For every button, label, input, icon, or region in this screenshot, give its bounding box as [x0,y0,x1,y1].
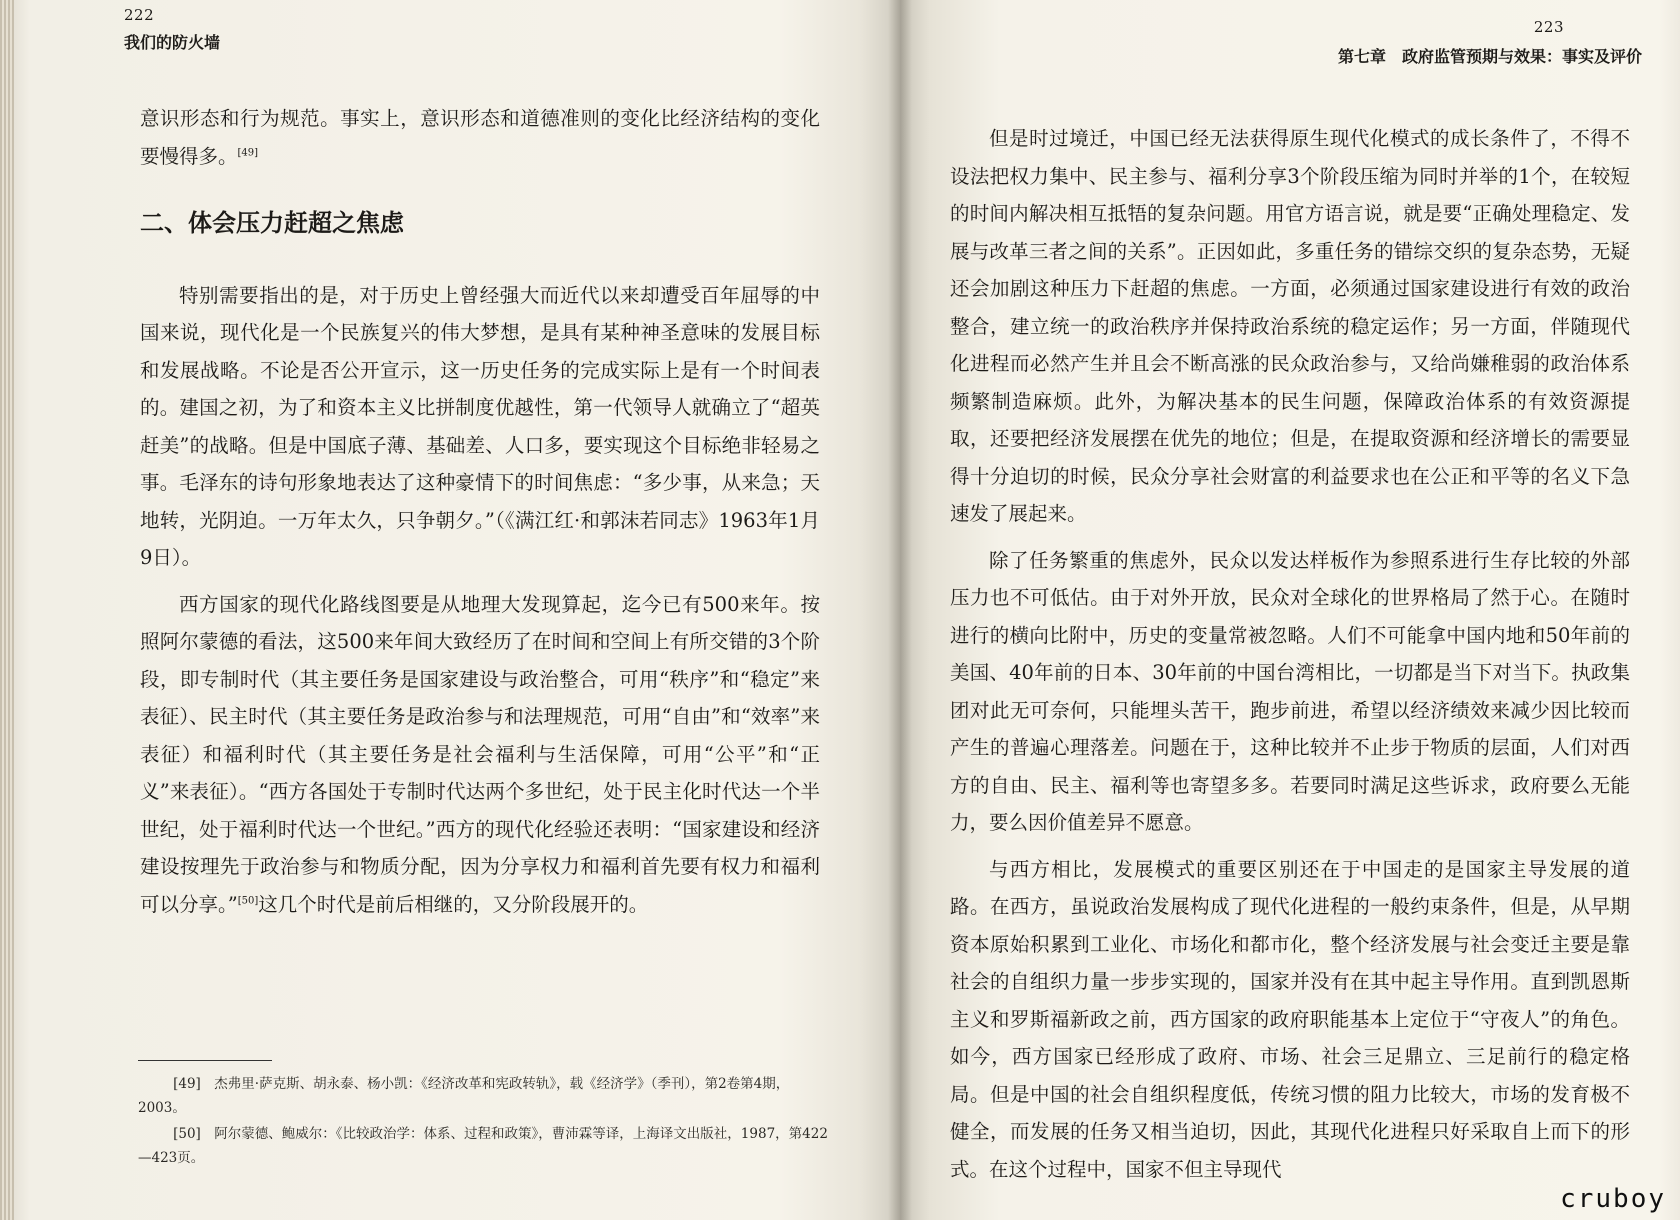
footnotes [138,1072,828,1172]
left-body-text [140,100,820,923]
left-running-head: 我们的防火墙 [124,33,221,52]
page-edge [0,0,14,1220]
watermark: cruboy [1560,1184,1666,1214]
opening-text: 意识形态和行为规范。事实上，意识形态和道德准则的变化比经济结构的变化要慢得多。 [140,107,820,168]
footnote-50: [50] 阿尔蒙德、鲍威尔：《比较政治学：体系、过程和政策》，曹沛霖等译，上海译文出版社，1987，第422—423页。 [138,1126,828,1166]
right-page-number: 223 [1533,18,1564,36]
footnote-49: [49] 杰弗里·萨克斯、胡永泰、杨小凯：《经济改革和宪政转轨》，载《经济学》（季刊），第2卷第4期，2003。 [138,1076,790,1116]
paragraph-text: 西方国家的现代化路线图要是从地理大发现算起，迄今已有500来年。按照阿尔蒙德的看法，这500来年间大致经历了在时间和空间上有所交错的3个阶段，即专制时代（其主要任务是国家建设与政治整合，可用“秩序”和“稳定”来表征）、民主时代（其主要任务是政治参与和法理规范，可用“自由”和“效率”来表征）和福利时代（其主要任务是社会福利与生活保障，可用“公平”和“正义”来表征）。“西方各国处于专制时代达两个多世纪，处于民主化时代达一个半世纪，处于福利时代达一个世纪。”西方的现代化经验还表明：“国家建设和经济建设按理先于政治参与和物质分配，因为分享权力和福利首先要有权力和福利可以分享。” [140,592,820,916]
paragraph: 特别需要指出的是，对于历史上曾经强大而近代以来却遭受百年屈辱的中国来说，现代化是一个民族复兴的伟大梦想，是具有某种神圣意味的发展目标和发展战略。不论是否公开宣示，这一历史任务的完成实际上是有一个时间表的。建国之初，为了和资本主义比拼制度优越性，第一代领导人就确立了“超英赶美”的战略。但是中国底子薄、基础差、人口多，要实现这个目标绝非轻易之事。毛泽东的诗句形象地表达了这种豪情下的时间焦虑：“多少事，从来急；天地转，光阴迫。一万年太久，只争朝夕。”（《满江红·和郭沫若同志》1963年1月9日）。 [140,283,820,569]
book-gutter [888,0,912,1220]
paragraph-text: 这几个时代是前后相继的，又分阶段展开的。 [258,892,649,916]
footnote-ref-49: [49] [237,147,259,158]
right-running-head: 第七章 政府监管预期与效果：事实及评价 [1337,47,1642,66]
paragraph: 但是时过境迁，中国已经无法获得原生现代化模式的成长条件了，不得不设法把权力集中、民主参与、福利分享3个阶段压缩为同时并举的1个，在较短的时间内解决相互抵牾的复杂问题。用官方语言说，就是要“正确处理稳定、发展与改革三者之间的关系”。正因如此，多重任务的错综交织的复杂态势，无疑还会加剧这种压力下赶超的焦虑。一方面，必须通过国家建设进行有效的政治整合，建立统一的政治秩序并保持政治系统的稳定运作；另一方面，伴随现代化进程而必然产生并且会不断高涨的民众政治参与，又给尚嫌稚弱的政治体系频繁制造麻烦。此外，为解决基本的民生问题，保障政治体系的有效资源提取，还要把经济发展摆在优先的地位；但是，在提取资源和经济增长的需要显得十分迫切的时候，民众分享社会财富的利益要求也在公正和平等的名义下急速发了展起来。 [950,127,1630,525]
paragraph [140,586,820,924]
left-page-number: 222 [124,6,155,24]
section-heading: 二、体会压力赶超之焦虑 [140,209,404,237]
right-page [900,0,1680,1220]
opening-paragraph [140,100,820,175]
footnote-divider [138,1060,272,1061]
right-body-text [950,120,1630,1188]
footnote-ref-50: [50] [237,895,259,906]
paragraph: 与西方相比，发展模式的重要区别还在于中国走的是国家主导发展的道路。在西方，虽说政治发展构成了现代化进程的一般约束条件，但是，从早期资本原始积累到工业化、市场化和都市化，整个经济发展与社会变迁主要是靠社会的自组织力量一步步实现的，国家并没有在其中起主导作用。直到凯恩斯主义和罗斯福新政之前，西方国家的政府职能基本上定位于“守夜人”的角色。如今，西方国家已经形成了政府、市场、社会三足鼎立、三足前行的稳定格局。但是中国的社会自组织程度低，传统习惯的阻力比较大，市场的发育极不健全，而发展的任务又相当迫切，因此，其现代化进程只好采取自上而下的形式。在这个过程中，国家不但主导现代 [950,857,1630,1181]
paragraph: 除了任务繁重的焦虑外，民众以发达样板作为参照系进行生存比较的外部压力也不可低估。由于对外开放，民众对全球化的世界格局了然于心。在随时进行的横向比附中，历史的变量常被忽略。人们不可能拿中国内地和50年前的美国、40年前的日本、30年前的中国台湾相比，一切都是当下对当下。执政集团对此无可奈何，只能埋头苦干，跑步前进，希望以经济绩效来减少因比较而产生的普遍心理落差。问题在于，这种比较并不止步于物质的层面，人们对西方的自由、民主、福利等也寄望多多。若要同时满足这些诉求，政府要么无能力，要么因价值差异不愿意。 [950,548,1630,834]
